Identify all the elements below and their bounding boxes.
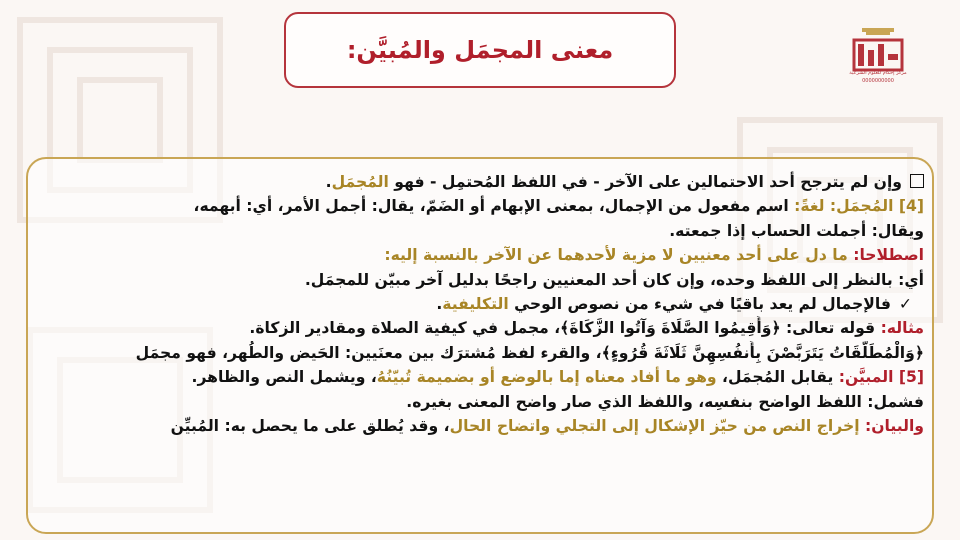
content-text: [36, 170, 924, 438]
line-2: [4] المُجمَل: لغةً: اسم مفعول من الإجمال، بمعنى الإبهام أو الضَمّ، يقال: أجمل الأمر، أي: أبهمه،: [193, 197, 924, 216]
page-title: معنى المجمَل والمُبيَّن:: [346, 36, 614, 64]
checkbox-bullet-icon: [910, 174, 924, 188]
line-5: أي: بالنظر إلى اللفظ وحده، وإن كان أحد المعنيين راجحًا بدليل آخر مبيّن للمجمَل.: [304, 270, 924, 289]
title-box: [284, 12, 676, 88]
line-7: مثاله: قوله تعالى: ﴿وَأَقِيمُوا الصَّلَاةَ وَآتُوا الزَّكَاةَ﴾، مجمل في كيفية الصلاة ومقادير الزكاة.: [249, 319, 924, 338]
line-6: ✓فالإجمال لم يعد باقيًا في شيء من نصوص الوحي التكليفية.: [36, 292, 924, 316]
line-4: اصطلاحا: ما دل على أحد معنيين لا مزية لأحدهما عن الآخر بالنسبة إليه:: [384, 246, 924, 265]
line-8: ﴿وَالْمُطَلَّقَاتُ يَتَرَبَّصْنَ بِأَنفُسِهِنَّ ثَلَاثَةَ قُرُوءٍ﴾، والقرء لفظ مُشترَك بين معنَيين: الحَيض والطُهر، فهو مجمَل: [135, 343, 924, 362]
line-10: فشمل: اللفظ الواضح بنفسِه، واللفظ الذي صار واضح المعنى بغيره.: [406, 392, 924, 411]
checkmark-icon: ✓: [898, 294, 912, 313]
logo-phone: 0000000000: [862, 78, 894, 84]
line-1: وإن لم يترجح أحد الاحتمالين على الآخر - في اللفظ المُحتمِل - فهو المُجمَل.: [36, 170, 924, 194]
line-11: والبيان: إخراج النص من حيّز الإشكال إلى التجلي واتضاح الحال، وقد يُطلق على ما يحصل به: المُبيِّن: [170, 416, 924, 435]
line-3: ويقال: أجملت الحساب إذا جمعته.: [669, 221, 924, 240]
logo-icon: [848, 26, 908, 96]
logo-subtitle: مركز إحكام للعلوم الشرعية: [849, 70, 907, 76]
line-9: [5] المبيَّن: يقابل المُجمَل، وهو ما أفاد معناه إما بالوضع أو بضميمة تُبيّنُهُ، ويشمل النص والظاهر.: [191, 368, 924, 387]
